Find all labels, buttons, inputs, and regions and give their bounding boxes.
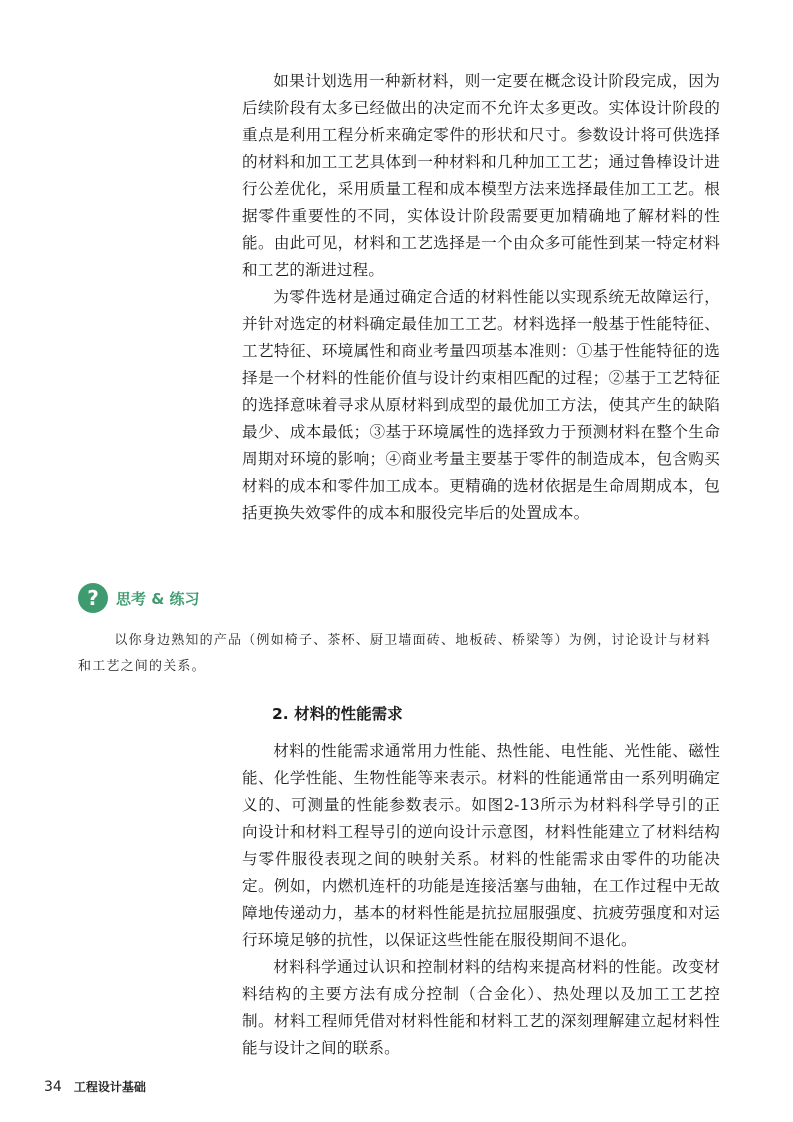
page-number: 34 [44,1079,62,1095]
exercise-prompt: 以你身边熟知的产品（例如椅子、茶杯、厨卫墙面砖、地板砖、桥梁等）为例，讨论设计与材料和工艺之间的关系。 [78,633,711,674]
book-title: 工程设计基础 [73,1080,146,1094]
question-icon: ? [78,583,108,613]
section-paragraph-2: 材料科学通过认识和控制材料的结构来提高材料的性能。改变材料结构的主要方法有成分控制（合金化）、热处理以及加工工艺控制。材料工程师凭借对材料性能和材料工艺的深刻理解建立起材料性能与设计之间的联系。 [242,958,720,1057]
exercise-header [78,582,200,614]
section-title: 2. 材料的性能需求 [272,705,403,723]
body-paragraph-2: 为零件选材是通过确定合适的材料性能以实现系统无故障运行，并针对选定的材料确定最佳加工工艺。材料选择一般基于性能特征、工艺特征、环境属性和商业考量四项基本准则：①基于性能特征的选择是一个材料的性能价值与设计约束相匹配的过程；②基于工艺特征的选择意味着寻求从原材料到成型的最优加工方法，使其产生的缺陷最少、成本最低；③基于环境属性的选择致力于预测材料在整个生命周期对环境的影响；④商业考量主要基于零件的制造成本，包含购买材料的成本和零件加工成本。更精确的选材依据是生命周期成本，包括更换失效零件的成本和服役完毕后的处置成本。 [242,288,720,522]
section-paragraph-1: 材料的性能需求通常用力性能、热性能、电性能、光性能、磁性能、化学性能、生物性能等来表示。材料的性能通常由一系列明确定义的、可测量的性能参数表示。如图2-13所示为材料科学导引的正向设计和材料工程导引的逆向设计示意图，材料性能建立了材料结构与零件服役表现之间的映射关系。材料的性能需求由零件的功能决定。例如，内燃机连杆的功能是连接活塞与曲轴，在工作过程中无故障地传递动力，基本的材料性能是抗拉屈服强度、抗疲劳强度和对运行环境足够的抗性，以保证这些性能在服役期间不退化。 [242,742,720,949]
page-footer [44,1078,146,1095]
body-paragraph-1: 如果计划选用一种新材料，则一定要在概念设计阶段完成，因为后续阶段有太多已经做出的决定而不允许太多更改。实体设计阶段的重点是利用工程分析来确定零件的形状和尺寸。参数设计将可供选择的材料和加工工艺具体到一种材料和几种加工工艺；通过鲁棒设计进行公差优化，采用质量工程和成本模型方法来选择最佳加工工艺。根据零件重要性的不同，实体设计阶段需要更加精确地了解材料的性能。由此可见，材料和工艺选择是一个由众多可能性到某一特定材料和工艺的渐进过程。 [242,72,720,279]
exercise-title: 思考 & 练习 [116,589,200,608]
